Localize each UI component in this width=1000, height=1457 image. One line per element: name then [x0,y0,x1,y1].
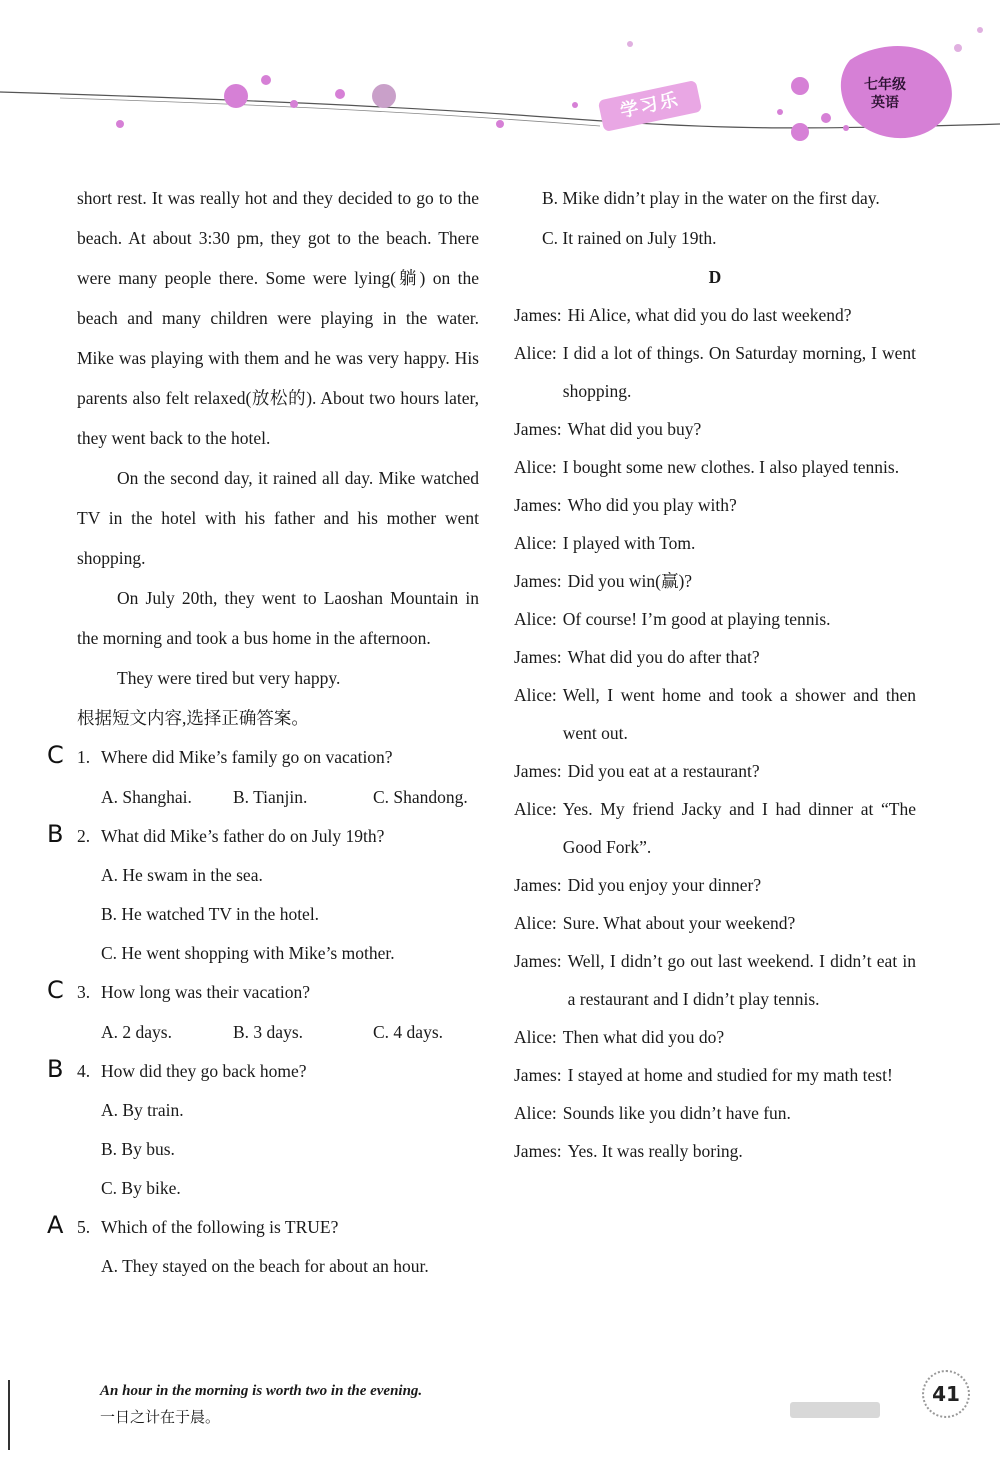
handwritten-answer: C [47,741,64,769]
dialogue-line [514,334,916,410]
speaker: James : [514,752,568,790]
right-column [514,178,916,1170]
utterance: Well, I didn’t go out last weekend. I didn’t eat in a restaurant and I didn’t play tennis. [567,951,916,1009]
dialogue-line [514,448,916,486]
passage-paragraph: On July 20th, they went to Laoshan Mountain in the morning and took a bus home in the afternoon. [77,588,479,648]
utterance: Sounds like you didn’t have fun. [562,1103,791,1123]
dialogue-line [514,524,916,562]
question-3 [47,973,479,1012]
option: A. By train. [101,1100,184,1120]
dialogue-line [514,942,916,1018]
utterance: Well, I went home and took a shower and then went out. [562,685,916,743]
utterance: Did you eat at a restaurant? [567,761,760,781]
option: C. 4 days. [373,1022,443,1042]
option: B. 3 days. [233,1022,303,1042]
question-number: 1. [77,747,91,767]
dialogue-line [514,866,916,904]
utterance: Then what did you do? [562,1027,725,1047]
option: C. It rained on July 19th. [542,228,717,248]
question-number: 5. [77,1217,91,1237]
dialogue [514,296,916,1170]
dialogue-line [514,752,916,790]
passage-paragraph: They were tired but very happy. [117,668,341,688]
handwritten-answer: A [47,1211,64,1239]
speaker: Alice : [514,600,563,638]
option: C. By bike. [101,1178,181,1198]
speaker: Alice : [514,904,563,942]
question-text: Where did Mike’s family go on vacation? [101,747,393,767]
passage-paragraph: short rest. It was really hot and they decided to go to the beach. At about 3:30 pm, they got to the beach. There were many people there. Some were lying(躺) on the beach and many children were playing in the water. Mike was playing with them and he was very happy. His parents also felt relaxed(放松的). About two hours later, they went back to the hotel. [77,188,479,448]
question-4 [47,1052,479,1091]
margin-line [8,1380,10,1450]
handwritten-answer: B [47,820,64,848]
page-number: 41 [922,1370,970,1418]
handwritten-answer: C [47,976,64,1004]
handwritten-answer: B [47,1055,64,1083]
subject-label: 英语 [871,95,899,111]
speaker: James : [514,562,568,600]
option: A. Shanghai. [101,787,192,807]
speaker: James : [514,638,568,676]
option: A. 2 days. [101,1022,172,1042]
dialogue-line [514,410,916,448]
question-number: 4. [77,1061,91,1081]
speaker: Alice : [514,676,563,752]
instruction: 根据短文内容,选择正确答案。 [77,708,309,728]
speaker: James : [514,296,568,334]
speaker: James : [514,1056,568,1094]
dialogue-line [514,790,916,866]
footer-tag [790,1402,880,1418]
option: C. Shandong. [373,787,468,807]
speaker: James : [514,1132,568,1170]
speaker: James : [514,486,568,524]
page-header [0,0,1000,160]
options-row [77,777,479,817]
speaker: Alice : [514,1018,563,1056]
speaker: Alice : [514,790,563,866]
utterance: What did you do after that? [567,647,760,667]
utterance: Of course! I’m good at playing tennis. [562,609,831,629]
speaker: Alice : [514,1094,563,1132]
speaker: Alice : [514,448,563,486]
option: B. Mike didn’t play in the water on the first day. [542,188,880,208]
question-number: 2. [77,826,91,846]
question-text: How long was their vacation? [101,982,310,1002]
utterance: Did you win(赢)? [567,571,693,591]
grade-badge [850,76,920,112]
question-number: 3. [77,982,91,1002]
dialogue-line [514,1094,916,1132]
dialogue-line [514,904,916,942]
dialogue-line [514,1132,916,1170]
utterance: Who did you play with? [567,495,737,515]
dialogue-line [514,1018,916,1056]
option: B. He watched TV in the hotel. [101,904,320,924]
utterance: Did you enjoy your dinner? [567,875,762,895]
options-row [77,1012,479,1052]
option: B. By bus. [101,1139,175,1159]
utterance: Sure. What about your weekend? [562,913,796,933]
utterance: Yes. My friend Jacky and I had dinner at “The Good Fork”. [562,799,916,857]
question-text: How did they go back home? [101,1061,307,1081]
dialogue-line [514,562,916,600]
utterance: Yes. It was really boring. [567,1141,743,1161]
passage-paragraph: On the second day, it rained all day. Mike watched TV in the hotel with his father and his mother went shopping. [77,468,479,568]
option: B. Tianjin. [233,787,308,807]
option: C. He went shopping with Mike’s mother. [101,943,395,963]
question-text: Which of the following is TRUE? [101,1217,339,1237]
question-text: What did Mike’s father do on July 19th? [101,826,385,846]
dialogue-line [514,676,916,752]
dialogue-line [514,486,916,524]
section-title: D [708,267,722,287]
footer-quote-cn: 一日之计在于晨。 [100,1408,221,1426]
question-1 [47,738,479,777]
option: A. He swam in the sea. [101,865,263,885]
utterance: What did you buy? [567,419,702,439]
dialogue-line [514,296,916,334]
speaker: James : [514,942,568,1018]
option: A. They stayed on the beach for about an hour. [101,1256,429,1276]
utterance: Hi Alice, what did you do last weekend? [567,305,852,325]
question-5 [47,1208,479,1247]
utterance: I played with Tom. [562,533,696,553]
footer-quote: An hour in the morning is worth two in the evening. [100,1383,423,1399]
speaker: James : [514,866,568,904]
left-column [47,178,479,1286]
utterance: I bought some new clothes. I also played tennis. [562,457,900,477]
speaker: Alice : [514,524,563,562]
question-2 [47,817,479,856]
utterance: I did a lot of things. On Saturday morning, I went shopping. [562,343,916,401]
grade-label: 七年级 [864,77,906,93]
dialogue-line [514,600,916,638]
dialogue-line [514,638,916,676]
speaker: James : [514,410,568,448]
brand-badge: 学习乐 [598,80,702,132]
dialogue-line [514,1056,916,1094]
utterance: I stayed at home and studied for my math test! [567,1065,893,1085]
speaker: Alice : [514,334,563,410]
